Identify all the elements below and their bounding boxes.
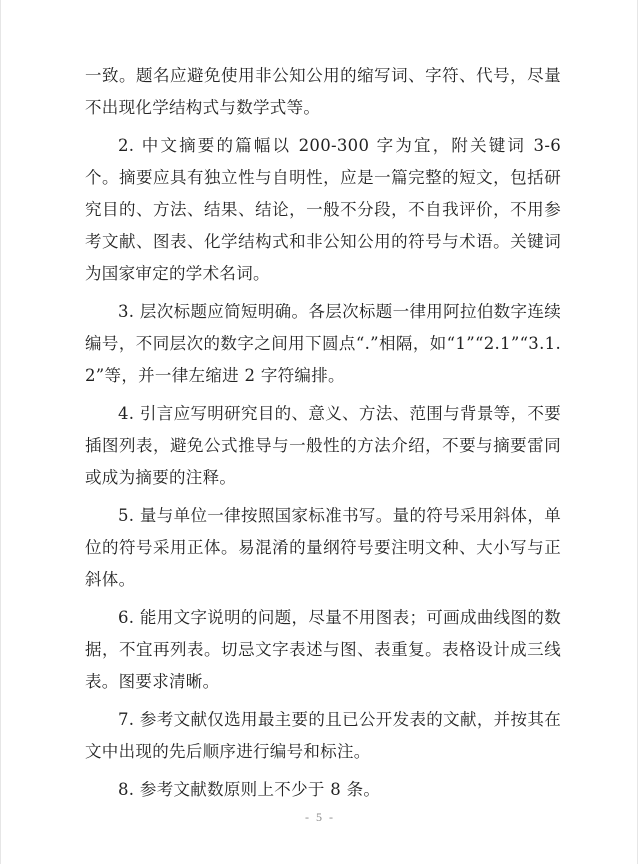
document-body [85,60,561,812]
page-number: - 5 - [305,810,335,824]
paragraph-item-5-units: 5. 量与单位一律按照国家标准书写。量的符号采用斜体，单位的符号采用正体。易混淆的量纲符号要注明文种、大小写与正斜体。 [85,506,561,589]
paragraph-item-4-introduction: 4. 引言应写明研究目的、意义、方法、范围与背景等，不要插图列表，避免公式推导与一般性的方法介绍，不要与摘要雷同或成为摘要的注释。 [85,404,561,487]
paragraph-item-6-figures-tables: 6. 能用文字说明的问题，尽量不用图表；可画成曲线图的数据，不宜再列表。切忌文字表述与图、表重复。表格设计成三线表。图要求清晰。 [85,608,561,691]
paragraph-continuation: 一致。题名应避免使用非公知公用的缩写词、字符、代号，尽量不出现化学结构式与数学式等。 [85,66,561,117]
paragraph-item-3-headings: 3. 层次标题应简短明确。各层次标题一律用阿拉伯数字连续编号，不同层次的数字之间用下圆点“.”相隔，如“1”“2.1”“3.1.2”等，并一律左缩进 2 字符编排。 [85,302,561,385]
paragraph-item-7-references: 7. 参考文献仅选用最主要的且已公开发表的文献，并按其在文中出现的先后顺序进行编号和标注。 [85,710,561,761]
paragraph-item-2-abstract: 2. 中文摘要的篇幅以 200-300 字为宜，附关键词 3-6 个。摘要应具有独立性与自明性，应是一篇完整的短文，包括研究目的、方法、结果、结论，一般不分段，不自我评价，不用参考文献、图表、化学结构式和非公知公用的符号与术语。关键词为国家审定的学术名词。 [85,136,561,283]
paragraph-item-8-reference-count: 8. 参考文献数原则上不少于 8 条。 [118,780,381,799]
